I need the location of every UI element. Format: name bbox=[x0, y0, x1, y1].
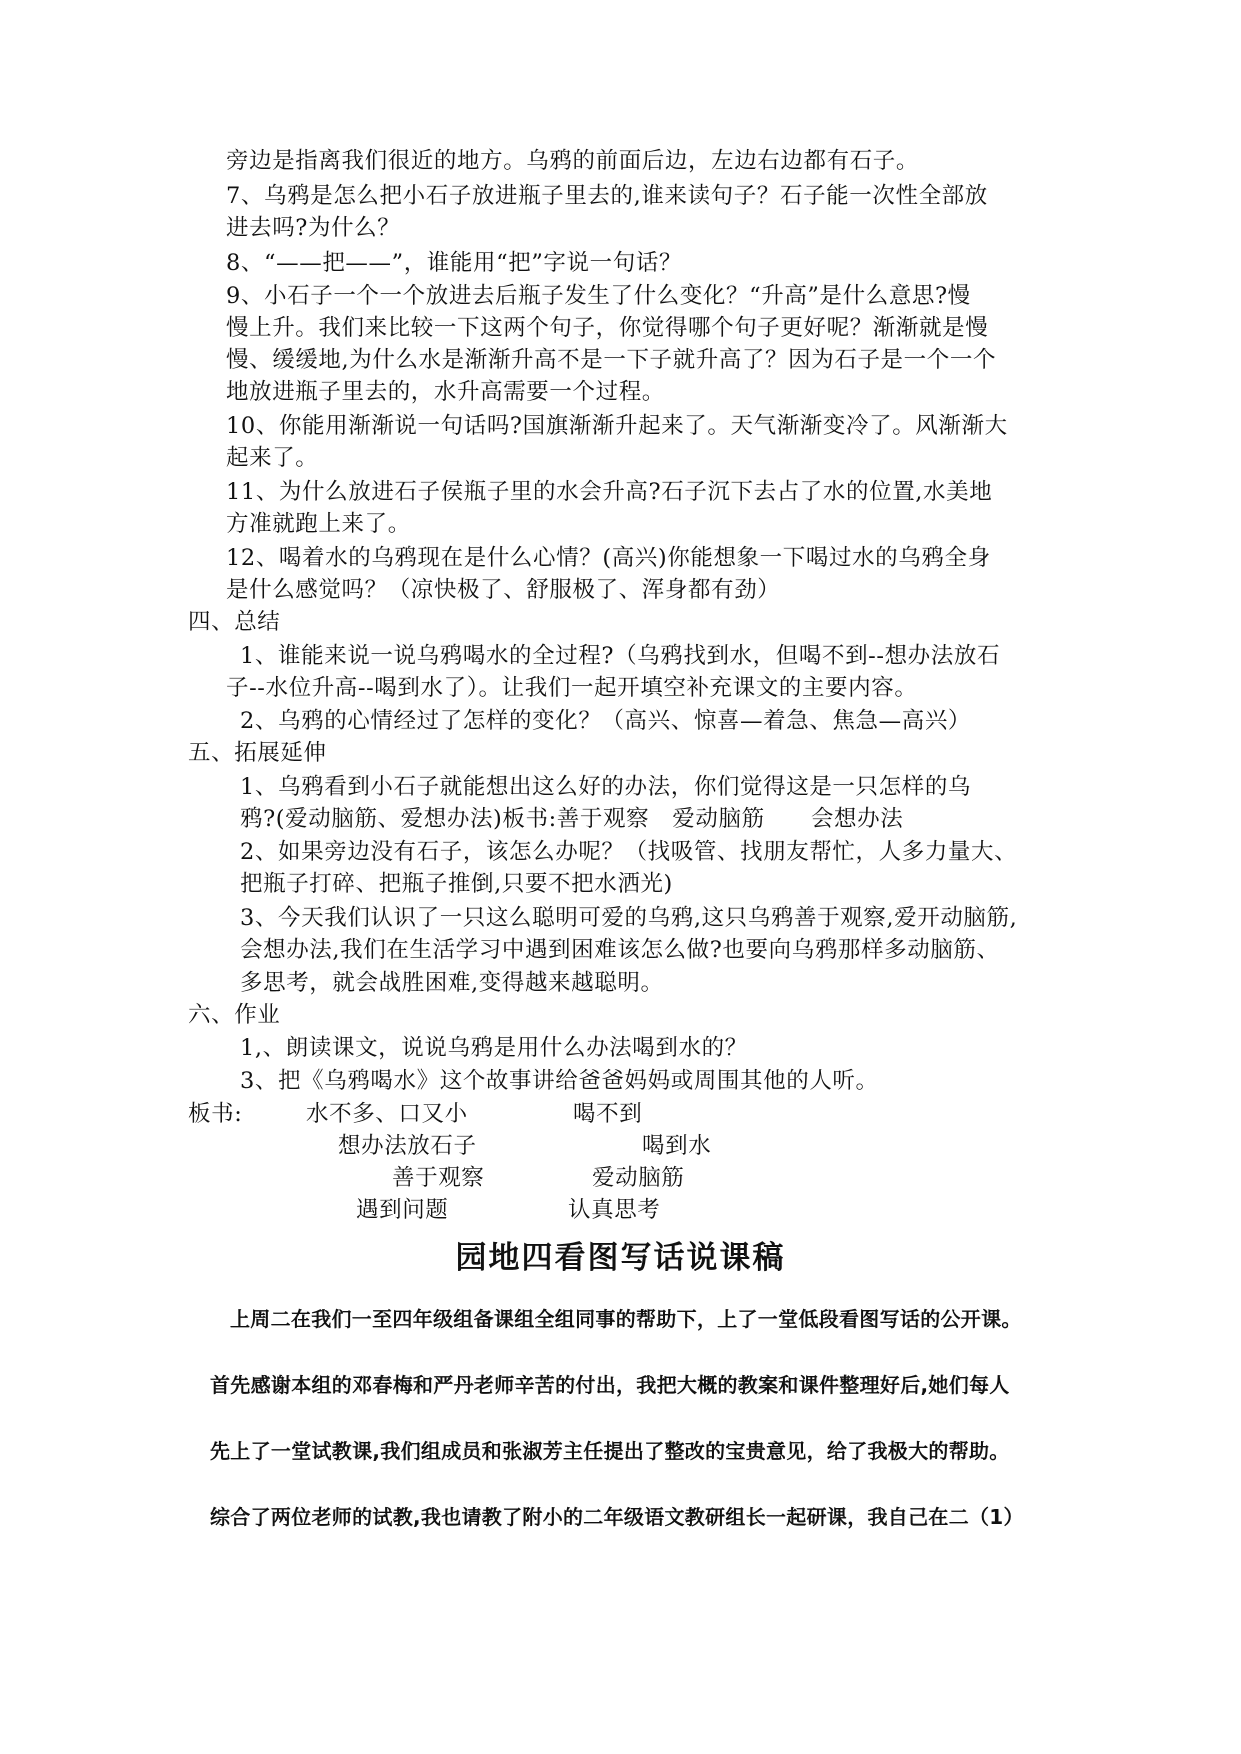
text-line: 12、喝着水的乌鸦现在是什么心情？(高兴)你能想象一下喝过水的乌鸦全身 bbox=[226, 545, 991, 571]
text-line: 起来了。 bbox=[226, 445, 319, 471]
text-line: 7、乌鸦是怎么把小石子放进瓶子里去的,谁来读句子？石子能一次性全部放 bbox=[226, 183, 988, 209]
text-line: 1、谁能来说一说乌鸦喝水的全过程?（乌鸦找到水，但喝不到--想办法放石 bbox=[240, 643, 1001, 669]
text-line: 3、今天我们认识了一只这么聪明可爱的乌鸦,这只乌鸦善于观察,爱开动脑筋, bbox=[240, 905, 1018, 931]
text-line: 方准就跑上来了。 bbox=[226, 511, 411, 537]
board-label: 板书: bbox=[188, 1101, 243, 1127]
text-line: 9、小石子一个一个放进去后瓶子发生了什么变化？“升高”是什么意思?慢 bbox=[226, 283, 971, 309]
section-heading: 四、总结 bbox=[188, 609, 281, 635]
essay-title: 园地四看图写话说课稿 bbox=[455, 1240, 786, 1276]
text-line: 进去吗?为什么？ bbox=[226, 215, 401, 241]
text-line: 1,、朗读课文，说说乌鸦是用什么办法喝到水的？ bbox=[240, 1035, 748, 1061]
essay-paragraph-line: 综合了两位老师的试教,我也请教了附小的二年级语文教研组长一起研课，我自己在二（1） bbox=[210, 1505, 1024, 1529]
section-heading: 五、拓展延伸 bbox=[188, 740, 327, 766]
text-line: 会想办法,我们在生活学习中遇到困难该怎么做?也要向乌鸦那样多动脑筋、 bbox=[240, 937, 1000, 963]
board-item: 水不多、口又小 bbox=[306, 1101, 468, 1127]
essay-paragraph-line: 上周二在我们一至四年级组备课组全组同事的帮助下，上了一堂低段看图写话的公开课。 bbox=[230, 1307, 1022, 1331]
text-line: 多思考，就会战胜困难,变得越来越聪明。 bbox=[240, 970, 664, 996]
text-line: 3、把《乌鸦喝水》这个故事讲给爸爸妈妈或周围其他的人听。 bbox=[240, 1068, 879, 1094]
board-item: 喝到水 bbox=[642, 1133, 712, 1159]
text-line: 11、为什么放进石子侯瓶子里的水会升高?石子沉下去占了水的位置,水美地 bbox=[226, 479, 993, 505]
text-line: 8、“——把——”，谁能用“把”字说一句话？ bbox=[226, 250, 683, 276]
text-line: 1、乌鸦看到小石子就能想出这么好的办法，你们觉得这是一只怎样的乌 bbox=[240, 774, 972, 800]
text-line: 把瓶子打碎、把瓶子推倒,只要不把水洒光) bbox=[240, 871, 673, 897]
text-line: 2、如果旁边没有石子，该怎么办呢？（找吸管、找朋友帮忙，人多力量大、 bbox=[240, 839, 1018, 865]
essay-paragraph-line: 首先感谢本组的邓春梅和严丹老师辛苦的付出，我把大概的教案和课件整理好后,她们每人 bbox=[210, 1373, 1010, 1397]
text-line: 10、你能用渐渐说一句话吗?国旗渐渐升起来了。天气渐渐变冷了。风渐渐大 bbox=[226, 413, 1008, 439]
board-item: 想办法放石子 bbox=[338, 1133, 477, 1159]
text-line: 慢上升。我们来比较一下这两个句子，你觉得哪个句子更好呢？渐渐就是慢 bbox=[226, 315, 989, 341]
text-line: 地放进瓶子里去的，水升高需要一个过程。 bbox=[226, 379, 665, 405]
text-line: 鸦?(爱动脑筋、爱想办法)板书:善于观察 爱动脑筋 会想办法 bbox=[240, 806, 904, 832]
text-line: 2、乌鸦的心情经过了怎样的变化？（高兴、惊喜—着急、焦急—高兴） bbox=[240, 708, 972, 734]
text-line: 是什么感觉吗？（凉快极了、舒服极了、浑身都有劲） bbox=[226, 577, 781, 603]
board-item: 认真思考 bbox=[568, 1197, 661, 1223]
essay-paragraph-line: 先上了一堂试教课,我们组成员和张淑芳主任提出了整改的宝贵意见，给了我极大的帮助。 bbox=[210, 1439, 1010, 1463]
board-item: 遇到问题 bbox=[356, 1197, 449, 1223]
section-heading: 六、作业 bbox=[188, 1002, 281, 1028]
text-line: 子--水位升高--喝到水了）。让我们一起开填空补充课文的主要内容。 bbox=[226, 675, 918, 701]
board-item: 善于观察 bbox=[392, 1165, 485, 1191]
text-line: 旁边是指离我们很近的地方。乌鸦的前面后边，左边右边都有石子。 bbox=[226, 148, 920, 174]
board-item: 喝不到 bbox=[573, 1101, 643, 1127]
text-line: 慢、缓缓地,为什么水是渐渐升高不是一下子就升高了？因为石子是一个一个 bbox=[226, 347, 997, 373]
board-item: 爱动脑筋 bbox=[592, 1165, 685, 1191]
